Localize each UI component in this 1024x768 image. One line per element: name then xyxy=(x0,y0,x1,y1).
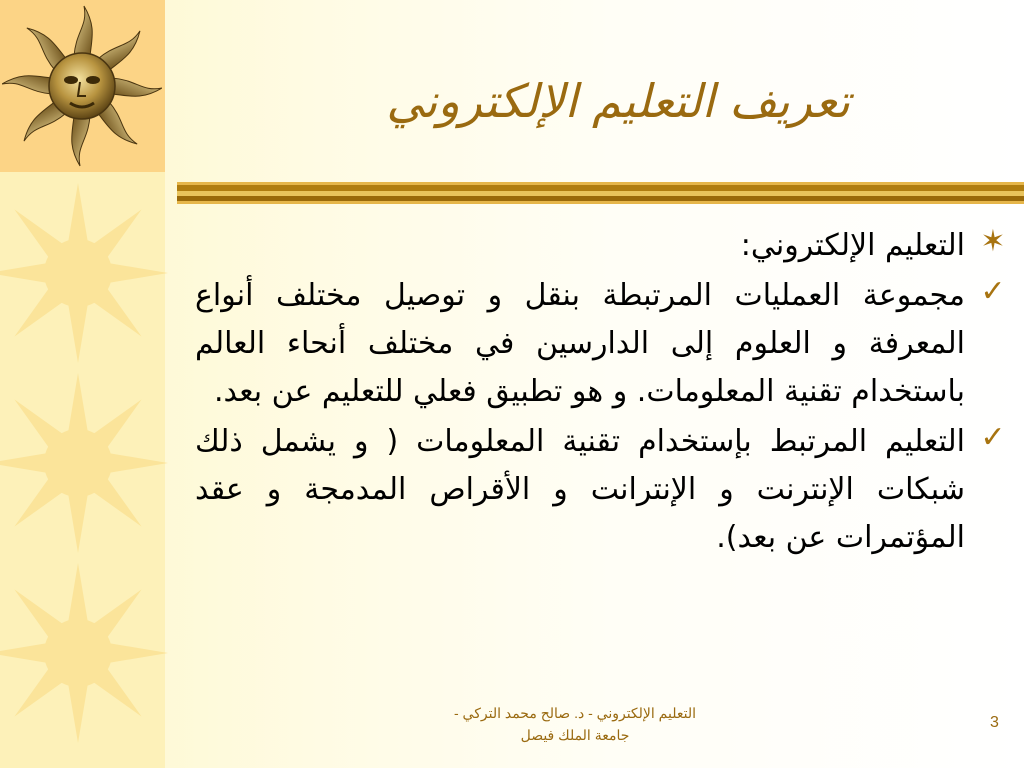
check-mark-icon: ✓ xyxy=(980,420,1006,455)
slide-footer xyxy=(400,702,750,746)
heading-text: التعليم الإلكتروني: xyxy=(740,228,965,263)
check-mark-icon: ✓ xyxy=(980,274,1006,309)
star-bullet-icon: ✶ xyxy=(980,224,1006,259)
slide-title: تعريف التعليم الإلكتروني xyxy=(386,74,850,128)
bullet-text: التعليم المرتبط بإستخدام تقنية المعلومات ( و يشمل ذلك شبكات الإنترنت و الإنترانت و الأقراص المدمجة و عقد المؤتمرات عن بعد). xyxy=(195,424,965,555)
title-divider xyxy=(177,182,1024,204)
pale-sun-icon xyxy=(0,368,168,558)
bullet-point xyxy=(195,272,1013,416)
footer-line-university: جامعة الملك فيصل xyxy=(520,727,630,743)
slide-number: 3 xyxy=(990,714,999,731)
bullet-text: مجموعة العمليات المرتبطة بنقل و توصيل مختلف أنواع المعرفة و العلوم إلى الدارسين في مختلف أنحاء العالم باستخدام تقنية المعلومات. و هو تطبيق فعلي للتعليم عن بعد. xyxy=(195,278,965,409)
slide-body xyxy=(195,222,1013,562)
gold-sun-icon xyxy=(2,2,162,170)
footer-line-author: التعليم الإلكتروني - د. صالح محمد التركي - xyxy=(453,705,696,721)
bullet-point xyxy=(195,418,1013,562)
bullet-heading xyxy=(195,222,1013,270)
pale-sun-icon xyxy=(0,558,168,748)
pale-sun-icon xyxy=(0,178,168,368)
